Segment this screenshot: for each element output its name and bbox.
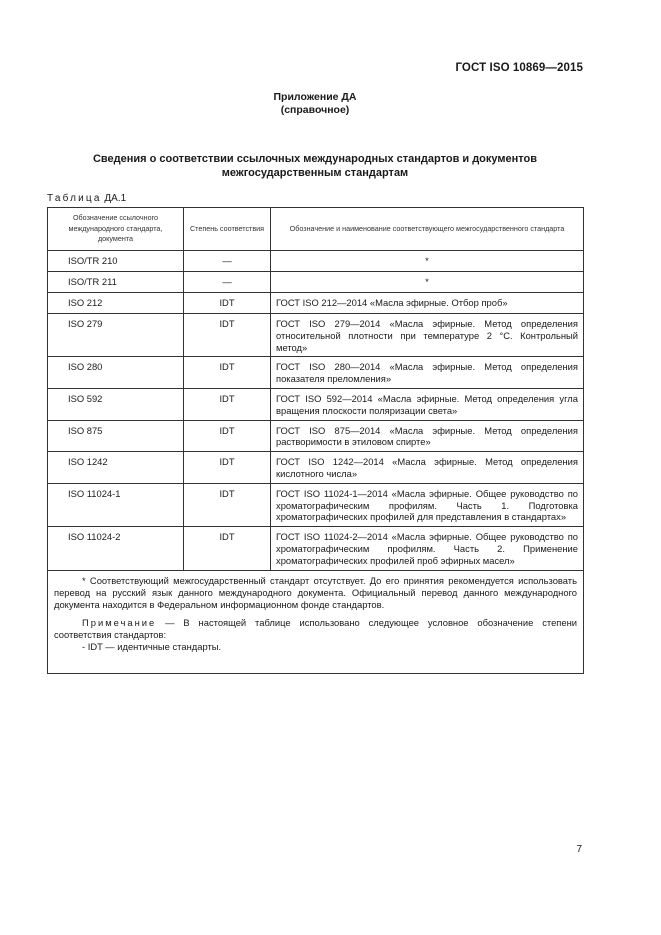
table-row [48,251,584,272]
cell-name: ГОСТ ISO 280—2014 «Масла эфирные. Метод определения показателя преломления» [271,357,584,389]
correspondence-table [47,207,584,674]
cell-name: ГОСТ ISO 11024-2—2014 «Масла эфирные. Общее руководство по хроматографическим профилям. Часть 2. Применение хроматографических профилей проб эфирных масел» [271,527,584,570]
note-item: - IDT — идентичные стандарты. [82,640,222,652]
table-caption [47,193,126,204]
table-row [48,527,584,570]
table-caption-number: ДА.1 [104,193,127,204]
column-header-code: Обозначение ссылочного международного стандарта, документа [48,208,184,251]
annex-subtitle: (справочное) [280,104,350,116]
cell-degree: — [184,251,271,272]
table-row [48,314,584,357]
cell-degree: IDT [184,452,271,484]
table-caption-label: Таблица [47,193,102,204]
cell-degree: IDT [184,314,271,357]
cell-degree: IDT [184,527,271,570]
heading-line-2: межгосударственным стандартам [221,167,409,179]
cell-name: ГОСТ ISO 875—2014 «Масла эфирные. Метод определения растворимости в этиловом спирте» [271,420,584,452]
section-heading [40,152,590,180]
footnote-text: * Соответствующий межгосударственный стандарт отсутствует. До его принятия рекомендуется использовать перевод на русский язык данного международного документа. Официальный перевод данного международного документа находится в Федеральном информационном фонде стандартов. [54,574,577,610]
table-footnote-row [48,570,584,673]
note-label: Примечание [82,616,157,628]
cell-code: ISO 592 [48,388,184,420]
table-row [48,388,584,420]
table-row [48,272,584,293]
cell-code: ISO 1242 [48,452,184,484]
cell-name: * [271,251,584,272]
page-number: 7 [576,844,582,855]
cell-code: ISO 875 [48,420,184,452]
heading-line-1: Сведения о соответствии ссылочных международных стандартов и документов [92,153,538,165]
cell-name: ГОСТ ISO 11024-1—2014 «Масла эфирные. Общее руководство по хроматографическим профилям. Часть 1. Подготовка хроматографических профилей для представления в стандартах» [271,483,584,526]
cell-degree: IDT [184,357,271,389]
cell-degree: IDT [184,293,271,314]
cell-code: ISO 11024-1 [48,483,184,526]
cell-name: ГОСТ ISO 212—2014 «Масла эфирные. Отбор проб» [271,293,584,314]
table-row [48,293,584,314]
cell-code: ISO/TR 211 [48,272,184,293]
table-row [48,357,584,389]
cell-code: ISO 11024-2 [48,527,184,570]
table-footnote-cell [48,570,584,673]
cell-degree: IDT [184,388,271,420]
table-header-row [48,208,584,251]
cell-code: ISO 280 [48,357,184,389]
cell-degree: — [184,272,271,293]
cell-name: ГОСТ ISO 279—2014 «Масла эфирные. Метод определения относительной плотности при температуре 2 °С. Контрольный метод» [271,314,584,357]
document-code: ГОСТ ISO 10869—2015 [455,62,583,74]
cell-code: ISO 212 [48,293,184,314]
cell-name: * [271,272,584,293]
annex-title: Приложение ДА [273,91,357,103]
table-row [48,452,584,484]
table-row [48,420,584,452]
cell-degree: IDT [184,420,271,452]
cell-name: ГОСТ ISO 592—2014 «Масла эфирные. Метод определения угла вращения плоскости поляризации света» [271,388,584,420]
column-header-degree: Степень соответствия [184,208,271,251]
cell-code: ISO 279 [48,314,184,357]
cell-name: ГОСТ ISO 1242—2014 «Масла эфирные. Метод определения кислотного числа» [271,452,584,484]
cell-degree: IDT [184,483,271,526]
column-header-name: Обозначение и наименование соответствующего межгосударственного стандарта [271,208,584,251]
cell-code: ISO/TR 210 [48,251,184,272]
table-row [48,483,584,526]
table-note [54,617,577,641]
note-text: — В настоящей таблице использовано следующее условное обозначение степени соответствия стандартов: [54,616,577,640]
annex-block [0,91,630,117]
